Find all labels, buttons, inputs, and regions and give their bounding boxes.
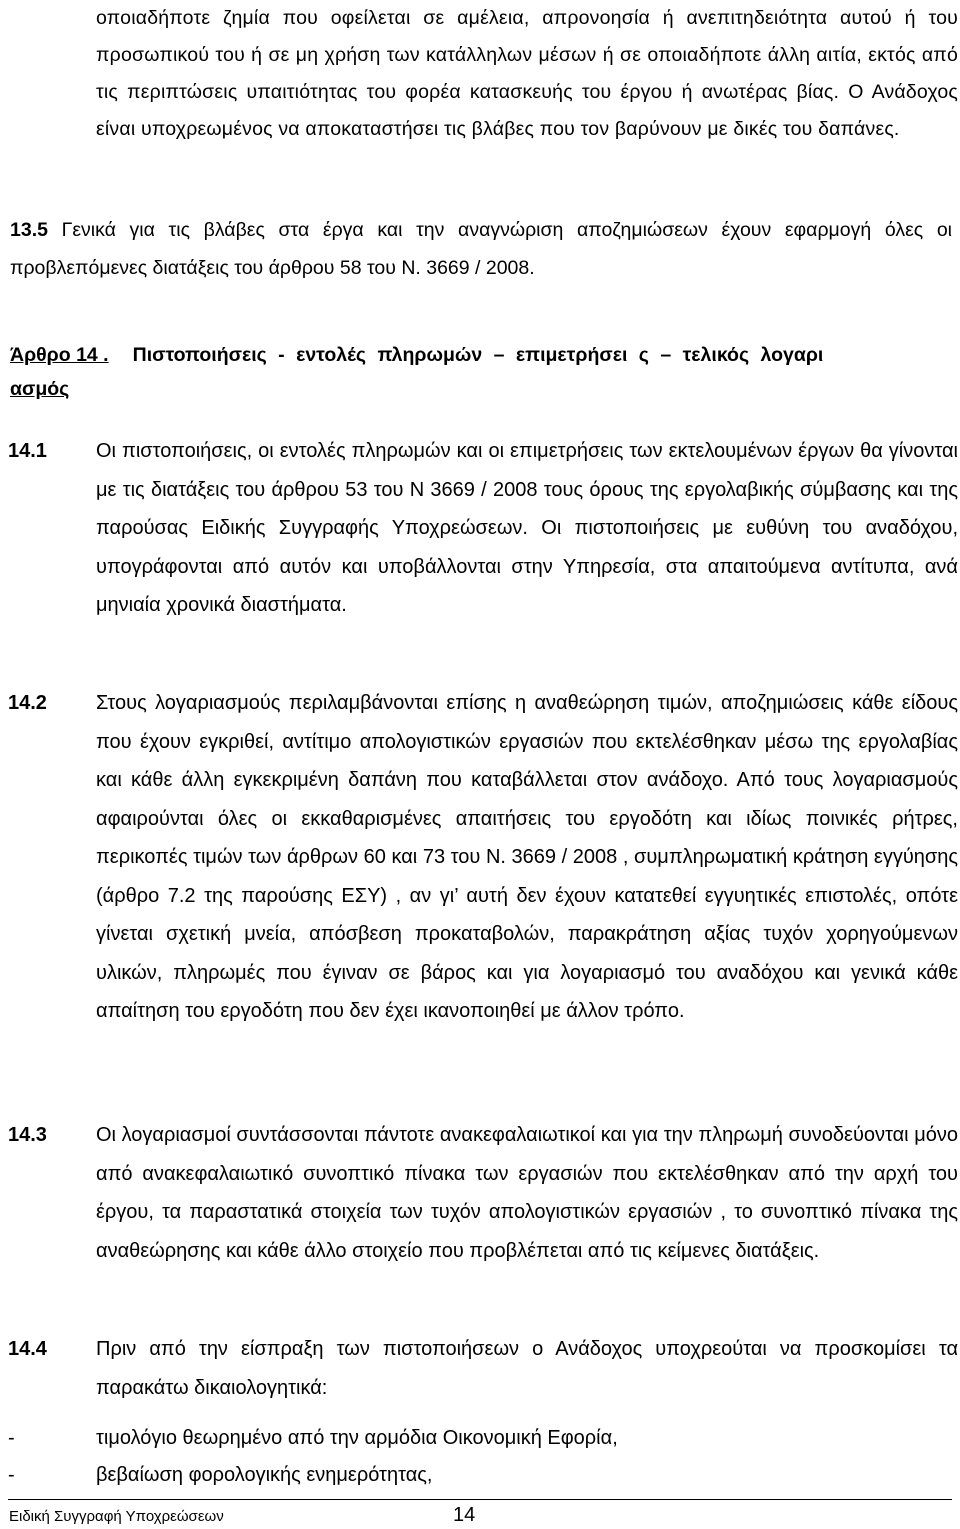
continuation-paragraph: οποιαδήποτε ζημία που οφείλεται σε αμέλεια, απρονοησία ή ανεπιτηδειότητα αυτού ή του προσωπικού του ή σε μη χρήση των κατάλληλων μέσων ή σε οποιαδήποτε άλλη αιτία, εκτός από τις περιπτώσεις υπαιτιότητας του φορέα κατασκευής του έργου ή ανωτέρας βίας. Ο Ανάδοχος είναι υποχρεωμένος να αποκαταστήσει τις βλάβες που τον βαρύνουν με δικές του δαπάνες. xyxy=(96,7,958,140)
clause-number: 14.4 xyxy=(8,1338,47,1360)
article-heading xyxy=(10,338,952,406)
section-13-5 xyxy=(10,211,952,287)
list-item-text: βεβαίωση φορολογικής ενημερότητας, xyxy=(96,1464,433,1486)
section-number: 13.5 xyxy=(10,219,48,241)
list-item-text: τιμολόγιο θεωρημένο από την αρμόδια Οικονομική Εφορία, xyxy=(96,1427,618,1449)
footer-document-title: Ειδική Συγγραφή Υποχρεώσεων xyxy=(9,1508,224,1525)
list-dash: - xyxy=(8,1427,15,1449)
clause-number: 14.2 xyxy=(8,692,47,714)
clause-text: Στους λογαριασμούς περιλαμβάνονται επίσης η αναθεώρηση τιμών, αποζημιώσεις κάθε είδους που έχουν εγκριθεί, αντίτιμο απολογιστικών εργασιών που εκτελέσθηκαν μέσω της εργολαβίας και κάθε άλλη εγκεκριμένη δαπάνη που καταβάλλεται στον ανάδοχο. Από τους λογαριασμούς αφαιρούνται όλες οι εκκαθαρισμένες απαιτήσεις του εργοδότη και ιδίως ποινικές ρήτρες, περικοπές τιμών των άρθρων 60 και 73 του Ν. 3669 / 2008 , συμπληρωματική κράτηση εγγύησης (άρθρο 7.2 της παρούσης ΕΣΥ) , αν γι’ αυτή δεν έχουν κατατεθεί εγγυητικές επιστολές, οπότε γίνεται σχετική μνεία, απόσβεση προκαταβολών, παρακράτηση αξίας τυχόν χορηγούμενων υλικών, πληρωμές που έγιναν σε βάρος και για λογαριασμό του αναδόχου και γενικά κάθε απαίτηση του εργοδότη που δεν έχει ικανοποιηθεί με άλλον τρόπο. xyxy=(96,692,958,1022)
list-dash: - xyxy=(8,1464,15,1486)
article-title-wrap: ασμός xyxy=(10,378,70,400)
footer-page-number: 14 xyxy=(453,1504,476,1526)
clause-number: 14.3 xyxy=(8,1124,47,1146)
footer-divider xyxy=(8,1499,952,1500)
clause-text: Οι πιστοποιήσεις, οι εντολές πληρωμών και οι επιμετρήσεις των εκτελουμένων έργων θα γίνονται με τις διατάξεις του άρθρου 53 του Ν 3669 / 2008 τους όρους της εργολαβικής σύμβασης και της παρούσας Ειδικής Συγγραφής Υποχρεώσεων. Οι πιστοποιήσεις με ευθύνη του αναδόχου, υπογράφονται από αυτόν και υποβάλλονται στην Υπηρεσία, στα απαιτούμενα αντίτυπα, ανά μηνιαία χρονικά διαστήματα. xyxy=(96,440,958,616)
article-title: Πιστοποιήσεις - εντολές πληρωμών – επιμετρήσει ς – τελικός λογαρι xyxy=(132,344,824,366)
article-label: Άρθρο 14 . xyxy=(10,344,109,366)
clause-text: Πριν από την είσπραξη των πιστοποιήσεων ο Ανάδοχος υποχρεούται να προσκομίσει τα παρακάτω δικαιολογητικά: xyxy=(96,1338,958,1399)
section-text: Γενικά για τις βλάβες στα έργα και την αναγνώριση αποζημιώσεων έχουν εφαρμογή όλες οι προβλεπόμενες διατάξεις του άρθρου 58 του Ν. 3669 / 2008. xyxy=(10,219,953,279)
clause-number: 14.1 xyxy=(8,440,47,462)
clause-text: Οι λογαριασμοί συντάσσονται πάντοτε ανακεφαλαιωτικοί και για την πληρωμή συνοδεύονται μόνο από ανακεφαλαιωτικό συνοπτικό πίνακα των εργασιών που εκτελέσθηκαν από την αρχή του έργου, τα παραστατικά στοιχεία των τυχόν απολογιστικών εργασιών , το συνοπτικό πίνακα της αναθεώρησης και κάθε άλλο στοιχείο που προβλέπεται από τις κείμενες διατάξεις. xyxy=(96,1124,958,1262)
